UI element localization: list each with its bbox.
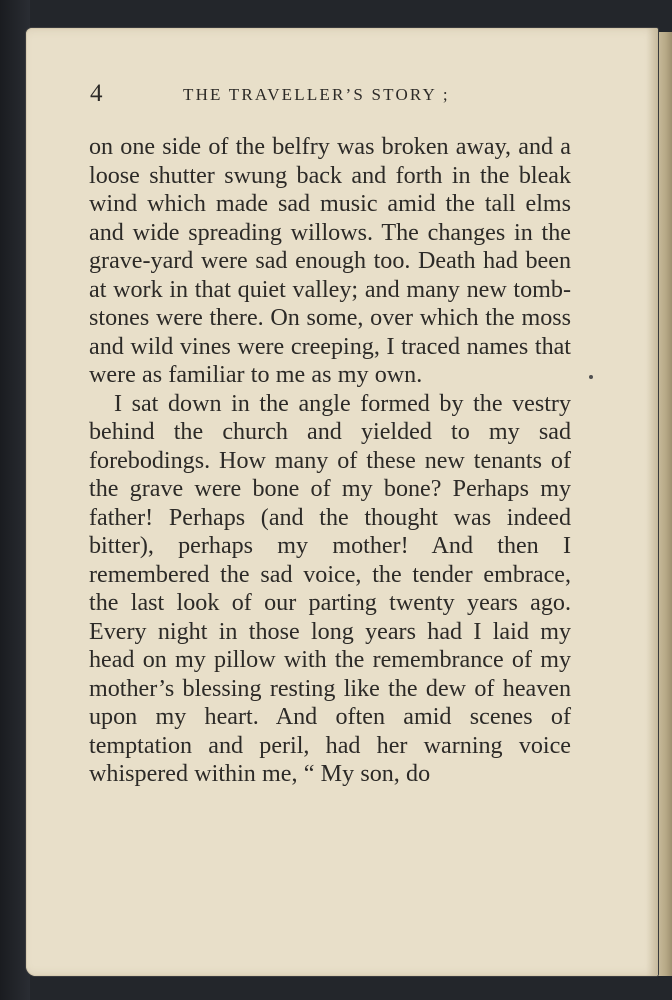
paragraph: I sat down in the angle formed by the vestry behind the church and yielded to my sad forebodings. How many of these new tenants of the grave were bone of my bone? Perhaps my father! Perhaps (and the thought was indeed bitter), perhaps my mother! And then I remembered the sad voice, the tender embrace, the last look of our parting twenty years ago. Every night in those long years had I laid my head on my pillow with the remembrance of my mother’s blessing resting like the dew of heaven upon my heart. And often amid scenes of temptation and peril, had her warning voice whispered within me, “ My son, do <box>89 390 571 787</box>
running-head: THE TRAVELLER’S STORY ; <box>183 85 450 104</box>
page-header <box>90 77 570 111</box>
page-edge <box>656 32 672 976</box>
body-text <box>89 133 571 789</box>
paragraph-continuation: on one side of the belfry was broken away, and a loose shutter swung back and forth in the bleak wind which made sad music amid the tall elms and wide spreading willows. The changes in the grave-yard were sad enough too. Death had been at work in that quiet valley; and many new tomb-stones were there. On some, over which the moss and wild vines were creeping, I traced names that were as familiar to me as my own. <box>89 134 571 388</box>
ink-speck <box>589 375 593 379</box>
page-number: 4 <box>90 80 103 107</box>
